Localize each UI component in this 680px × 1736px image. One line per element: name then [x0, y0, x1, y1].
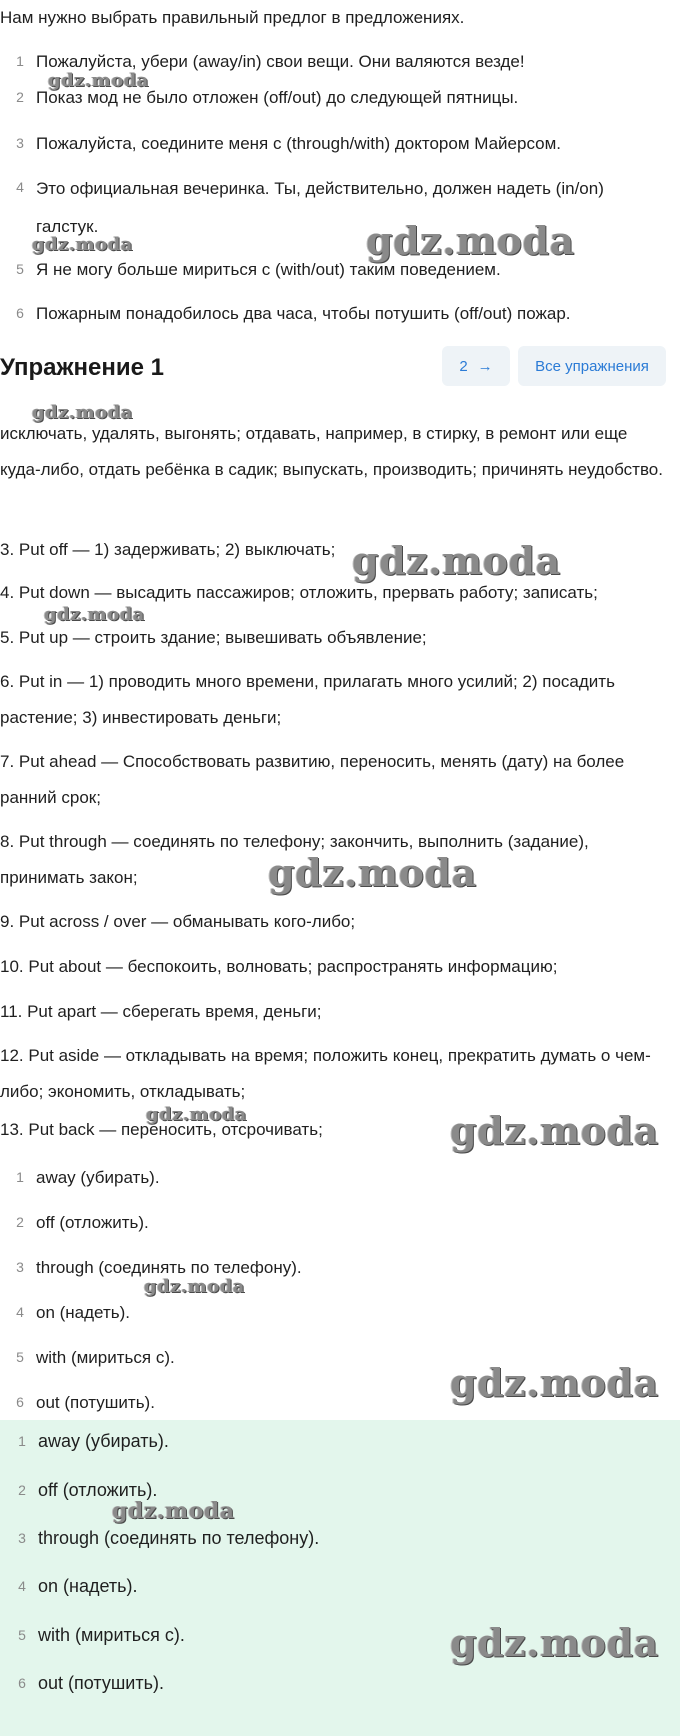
definition-text: 3. Put off — 1) задерживать; 2) выключать; [0, 540, 336, 559]
item-text: with (мириться с). [36, 1348, 175, 1367]
definition-text: 9. Put across / over — обманывать кого-либо; [0, 912, 356, 931]
item-text: Я не могу больше мириться с (with/out) таким поведением. [36, 260, 501, 279]
watermark: gdz.moda [268, 850, 477, 895]
item-number: 6 [16, 1394, 24, 1410]
item-number: 1 [16, 53, 24, 69]
item-number: 4 [16, 179, 24, 195]
definition-text: 5. Put up — строить здание; вывешивать объявление; [0, 628, 427, 647]
item-text: Показ мод не было отложен (off/out) до следующей пятницы. [36, 88, 519, 107]
item-text: with (мириться с). [38, 1625, 185, 1645]
item-text: away (убирать). [38, 1431, 169, 1451]
item-number: 4 [16, 1304, 24, 1320]
task-intro: Нам нужно выбрать правильный предлог в предложениях. [0, 8, 465, 27]
item-text: on (надеть). [38, 1576, 138, 1596]
item-number: 2 [18, 1482, 26, 1498]
watermark: gdz.moda [450, 1360, 659, 1405]
watermark: gdz.moda [450, 1108, 659, 1153]
exercise-title: Упражнение 1 [0, 354, 164, 381]
item-text: Пожалуйста, убери (away/in) свои вещи. Они валяются везде! [36, 52, 525, 71]
item-number: 1 [18, 1433, 26, 1449]
watermark: gdz.moda [32, 234, 133, 255]
item-number: 6 [16, 305, 24, 321]
item-number: 1 [16, 1169, 24, 1185]
watermark: gdz.moda [144, 1276, 245, 1297]
definition-text: 13. Put back — переносить, отсрочивать; [0, 1120, 323, 1139]
definition-text: исключать, удалять, выгонять; отдавать, например, в стирку, в ремонт или еще куда-либо, отдать ребёнка в садик; выпускать, производить; причинять неудобство. [0, 424, 663, 479]
item-number: 3 [16, 1259, 24, 1275]
item-number: 5 [16, 261, 24, 277]
definition-text: 8. Put through — соединять по телефону; закончить, выполнить (задание), принимать закон; [0, 832, 589, 887]
definition-text: 4. Put down — высадить пассажиров; отложить, прервать работу; записать; [0, 583, 598, 602]
item-text: away (убирать). [36, 1168, 160, 1187]
item-text: out (потушить). [36, 1393, 155, 1412]
item-number: 6 [18, 1675, 26, 1691]
watermark: gdz.moda [112, 1498, 235, 1524]
item-text: off (отложить). [38, 1480, 158, 1500]
item-number: 3 [18, 1530, 26, 1546]
item-text: Пожарным понадобилось два часа, чтобы потушить (off/out) пожар. [36, 304, 571, 323]
definition-text: 10. Put about — беспокоить, волновать; распространять информацию; [0, 957, 558, 976]
item-text: through (соединять по телефону). [38, 1528, 320, 1548]
item-text: off (отложить). [36, 1213, 149, 1232]
item-number: 3 [16, 135, 24, 151]
item-text: on (надеть). [36, 1303, 130, 1322]
item-number: 5 [16, 1349, 24, 1365]
watermark: gdz.moda [48, 70, 149, 91]
watermark: gdz.moda [32, 402, 133, 423]
item-number: 2 [16, 89, 24, 105]
item-text: Это официальная вечеринка. Ты, действительно, должен надеть (in/on) галстук. [36, 179, 604, 236]
watermark: gdz.moda [44, 604, 145, 625]
watermark: gdz.moda [366, 218, 575, 263]
item-text: out (потушить). [38, 1673, 164, 1693]
item-text: through (соединять по телефону). [36, 1258, 302, 1277]
item-number: 2 [16, 1214, 24, 1230]
all-exercises-button[interactable]: Все упражнения [518, 346, 666, 386]
definition-text: 11. Put apart — сберегать время, деньги; [0, 1002, 322, 1021]
watermark: gdz.moda [450, 1620, 659, 1665]
next-label: 2 [459, 357, 468, 375]
next-exercise-button[interactable] [442, 346, 510, 386]
item-number: 4 [18, 1578, 26, 1594]
definition-text: 6. Put in — 1) проводить много времени, прилагать много усилий; 2) посадить растение; 3) инвестировать деньги; [0, 672, 615, 727]
definition-text: 7. Put ahead — Способствовать развитию, переносить, менять (дату) на более ранний срок; [0, 752, 625, 807]
watermark: gdz.moda [146, 1104, 247, 1125]
watermark: gdz.moda [352, 538, 561, 583]
item-text: Пожалуйста, соедините меня с (through/with) доктором Майерсом. [36, 134, 561, 153]
arrow-right-icon: → [477, 357, 493, 375]
item-number: 5 [18, 1627, 26, 1643]
definition-text: 12. Put aside — откладывать на время; положить конец, прекратить думать о чем-либо; экономить, откладывать; [0, 1046, 651, 1101]
